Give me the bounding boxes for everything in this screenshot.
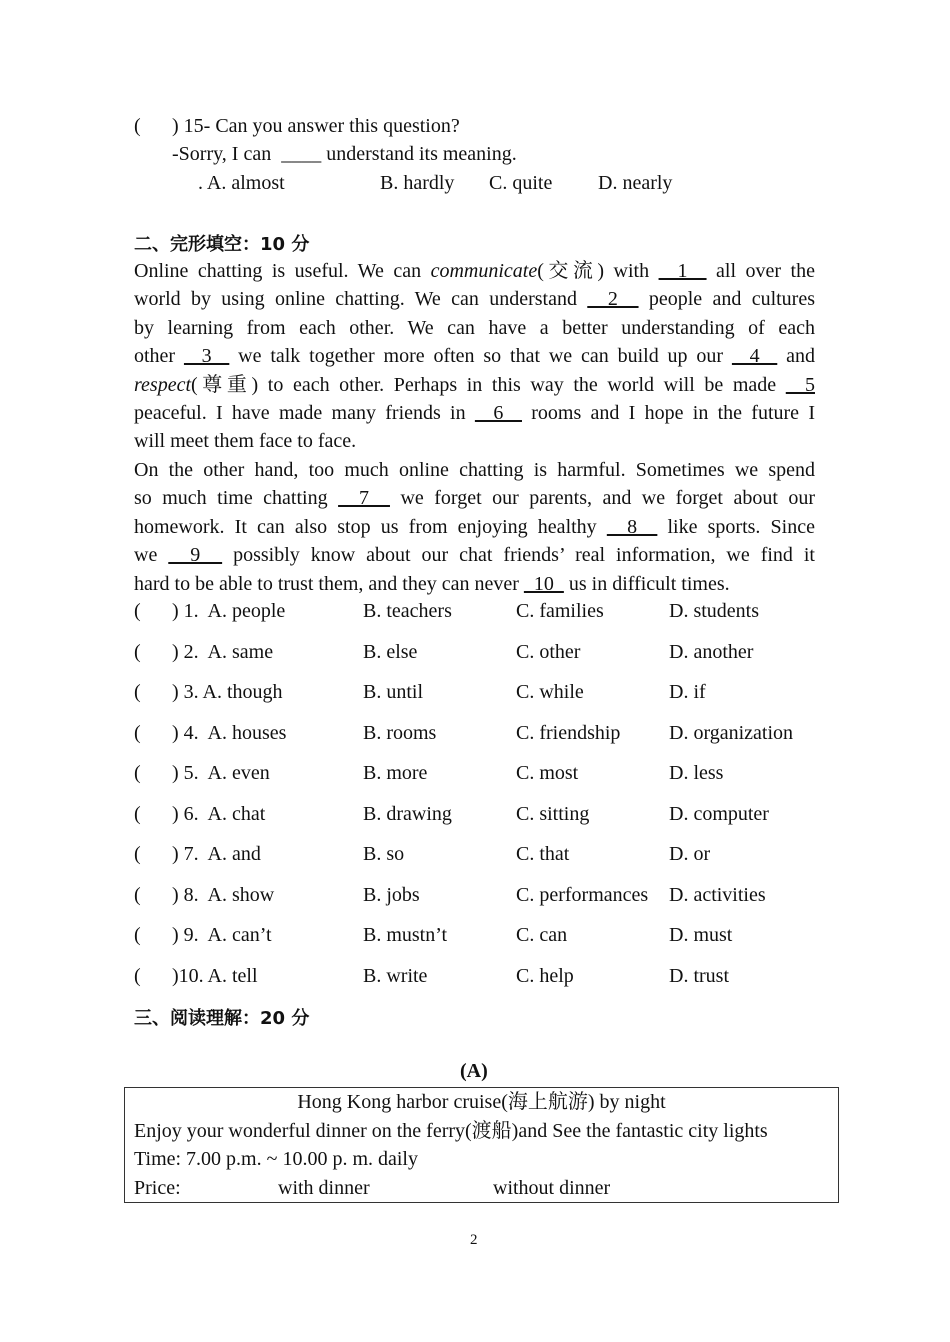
- paragraph-line: [134, 541, 815, 569]
- question-2-d: D. another: [669, 640, 754, 663]
- ad-with-dinner: with dinner: [278, 1177, 370, 1199]
- ad-without-dinner: without dinner: [493, 1177, 611, 1199]
- question-1-num: ) 1. A. people: [172, 600, 286, 622]
- text-segment: world by using online chatting. We can understand: [134, 288, 588, 311]
- text-segment: us in difficult times.: [563, 572, 730, 595]
- question-10-num: )10. A. tell: [172, 964, 258, 987]
- question-6-c: C. sitting: [516, 802, 590, 825]
- question-9-d: D. must: [669, 924, 733, 946]
- question-3-num: ) 3. A. though: [172, 681, 283, 703]
- q15-option-b: B. hardly: [380, 172, 455, 194]
- paragraph-line: [134, 427, 815, 455]
- text-segment: by learning from each other. We can have a better understanding of each: [134, 316, 815, 339]
- paragraph-line: [134, 399, 815, 427]
- answer-blank: 7: [338, 487, 390, 510]
- ad-title: Hong Kong harbor cruise(海上航游) by night: [297, 1091, 666, 1113]
- ad-line1: Enjoy your wonderful dinner on the ferry(渡船)and See the fantastic city lights: [134, 1120, 768, 1142]
- paragraph-line: [134, 257, 815, 285]
- answer-blank: 9: [168, 544, 223, 567]
- question-10-c: C. help: [516, 964, 574, 987]
- part-label: (A): [460, 1060, 488, 1082]
- question-1-b: B. teachers: [363, 600, 452, 622]
- question-7-b: B. so: [363, 843, 405, 865]
- question-2-c: C. other: [516, 640, 581, 663]
- question-2-num: ) 2. A. same: [172, 640, 274, 663]
- text-segment: like sports. Since: [657, 515, 815, 538]
- q15-option-a: . A. almost: [198, 172, 285, 194]
- question-7-d: D. or: [669, 843, 711, 865]
- question-7-num: ) 7. A. and: [172, 843, 261, 865]
- question-8-b: B. jobs: [363, 883, 420, 906]
- question-3-b: B. until: [363, 681, 424, 703]
- answer-blank: 8: [606, 515, 658, 538]
- text-segment: peaceful. I have made many friends in: [134, 402, 475, 424]
- paragraph-line: [134, 484, 815, 512]
- answer-blank: 5: [785, 373, 815, 396]
- text-segment: respect: [134, 373, 192, 396]
- question-5-paren: (: [134, 762, 141, 784]
- question-10-paren: (: [134, 964, 141, 987]
- question-4-c: C. friendship: [516, 721, 621, 744]
- question-8-paren: (: [134, 883, 141, 906]
- text-segment: (尊重) to each other. Perhaps in this way the world will be made: [191, 373, 786, 396]
- text-segment: we: [134, 544, 169, 567]
- question-4-d: D. organization: [669, 721, 794, 744]
- paragraph-line: [134, 513, 815, 541]
- text-segment: we talk together more often so that we can build up our: [229, 345, 732, 368]
- text-segment: communicate: [430, 260, 538, 282]
- q15-reply: -Sorry, I can ____ understand its meaning.: [172, 143, 517, 165]
- text-segment: (交流) with: [537, 260, 659, 282]
- q15-stem: ) 15- Can you answer this question?: [172, 115, 460, 137]
- text-segment: rooms and I hope in the future I: [521, 402, 815, 424]
- question-9-b: B. mustn’t: [363, 924, 448, 946]
- question-8-c: C. performances: [516, 883, 649, 906]
- question-10-b: B. write: [363, 964, 428, 987]
- question-6-num: ) 6. A. chat: [172, 802, 266, 825]
- question-4-num: ) 4. A. houses: [172, 721, 287, 744]
- question-5-b: B. more: [363, 762, 428, 784]
- text-segment: we forget our parents, and we forget about our: [389, 487, 816, 510]
- question-4-b: B. rooms: [363, 721, 437, 744]
- text-segment: all over the: [706, 260, 815, 282]
- text-segment: will meet them face to face.: [134, 430, 357, 453]
- ad-time: Time: 7.00 p.m. ~ 10.00 p. m. daily: [134, 1148, 418, 1170]
- text-segment: and: [777, 345, 816, 368]
- question-7-c: C. that: [516, 843, 570, 865]
- paragraph-line: [134, 371, 815, 399]
- question-3-c: C. while: [516, 681, 584, 703]
- answer-blank: 3: [183, 345, 230, 368]
- answer-blank: 2: [587, 288, 639, 311]
- q15-option-c: C. quite: [489, 172, 553, 194]
- question-8-d: D. activities: [669, 883, 766, 906]
- ad-box: [124, 1087, 839, 1203]
- question-1-d: D. students: [669, 600, 759, 622]
- question-9-num: ) 9. A. can’t: [172, 924, 272, 946]
- text-segment: homework. It can also stop us from enjoying healthy: [134, 515, 607, 538]
- section2-heading: 二、完形填空：10 分: [134, 234, 310, 255]
- question-5-c: C. most: [516, 762, 579, 784]
- question-1-paren: (: [134, 600, 141, 622]
- text-segment: other: [134, 345, 184, 368]
- question-3-d: D. if: [669, 681, 706, 703]
- text-segment: hard to be able to trust them, and they can never: [134, 572, 524, 595]
- question-5-num: ) 5. A. even: [172, 762, 270, 784]
- text-segment: possibly know about our chat friends’ real information, we find it: [222, 544, 815, 567]
- question-2-b: B. else: [363, 640, 418, 663]
- question-6-d: D. computer: [669, 802, 769, 825]
- question-9-paren: (: [134, 924, 141, 946]
- text-segment: so much time chatting: [134, 487, 339, 510]
- question-7-paren: (: [134, 843, 141, 865]
- ad-price-label: Price:: [134, 1177, 181, 1199]
- question-3-paren: (: [134, 681, 141, 703]
- answer-blank: 1: [658, 260, 707, 282]
- question-4-paren: (: [134, 721, 141, 744]
- text-segment: Online chatting is useful. We can: [134, 260, 431, 282]
- paragraph-line: [134, 570, 815, 598]
- answer-blank: 10: [523, 572, 564, 595]
- text-segment: On the other hand, too much online chatting is harmful. Sometimes we spend: [134, 459, 815, 481]
- question-9-c: C. can: [516, 924, 568, 946]
- answer-blank: 4: [731, 345, 778, 368]
- answer-blank: 6: [474, 402, 522, 424]
- question-5-d: D. less: [669, 762, 724, 784]
- paragraph-line: [134, 456, 815, 484]
- question-6-b: B. drawing: [363, 802, 452, 825]
- question-2-paren: (: [134, 640, 141, 663]
- paragraph-line: [134, 314, 815, 342]
- question-8-num: ) 8. A. show: [172, 883, 275, 906]
- paragraph-line: [134, 285, 815, 313]
- section3-heading: 三、阅读理解：20 分: [134, 1008, 310, 1029]
- text-segment: people and cultures: [638, 288, 816, 311]
- page-number: 2: [470, 1232, 478, 1248]
- q15-option-d: D. nearly: [598, 172, 673, 194]
- question-1-c: C. families: [516, 600, 604, 622]
- question-6-paren: (: [134, 802, 141, 825]
- paragraph-line: [134, 342, 815, 370]
- question-10-d: D. trust: [669, 964, 729, 987]
- q15-paren: (: [134, 115, 141, 137]
